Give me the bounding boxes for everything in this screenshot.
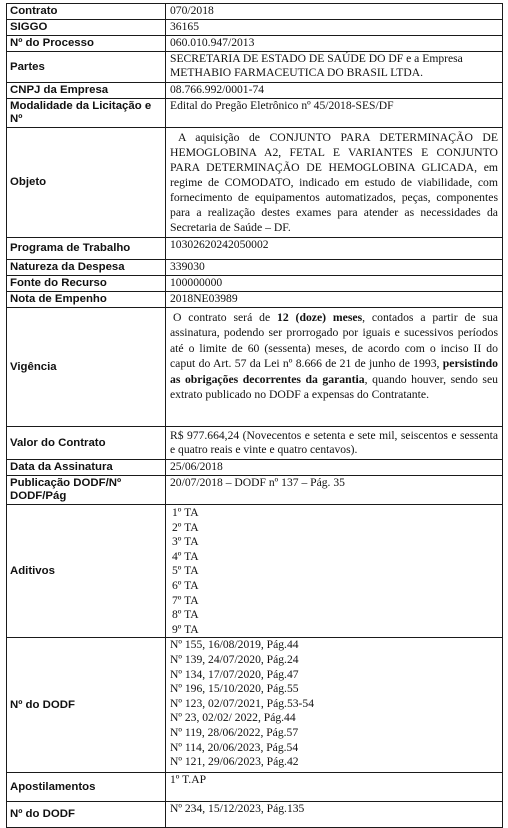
aditivo-item: 9º TA [172, 622, 199, 636]
label-programa: Programa de Trabalho [7, 238, 166, 260]
vigencia-text: , contados a partir de sua assinatura, podendo ser prorrogado por iguais e sucessivos períodos até o limite de 60 (sessenta) meses, de acordo com o inciso II do caput do Art. 57 da Lei nº 8.666 de 21 de junho de 1993, [170, 311, 498, 371]
aditivo-item: 3º TA [172, 535, 199, 549]
value-apostilamentos: 1º T.AP [166, 773, 503, 802]
value-dodf-apostilamento: Nº 234, 15/12/2023, Pág.135 [166, 802, 503, 828]
label-publicacao [7, 476, 166, 505]
row-aditivos [7, 505, 503, 638]
label-assinatura: Data da Assinatura [7, 460, 166, 476]
dodf-item: Nº 139, 24/07/2020, Pág.24 [170, 652, 299, 666]
label-valor: Valor do Contrato [7, 427, 166, 460]
aditivo-item: 4º TA [172, 549, 199, 563]
row-empenho [7, 292, 503, 308]
vigencia-text: O contrato será de [173, 311, 278, 324]
label-modalidade [7, 99, 166, 128]
aditivo-item: 6º TA [172, 578, 199, 592]
partes-line: METHABIO FARMACEUTICA DO BRASIL LTDA. [170, 66, 424, 79]
value-cnpj: 08.766.992/0001-74 [166, 83, 503, 99]
dodf-item: Nº 134, 17/07/2020, Pág.47 [170, 667, 299, 681]
modalidade-label-line: Nº [10, 113, 23, 125]
dodf-item: Nº 121, 29/06/2023, Pág.42 [170, 755, 299, 769]
label-vigencia: Vigência [7, 308, 166, 427]
dodf-item: Nº 123, 02/07/2021, Pág.53-54 [170, 696, 315, 710]
label-fonte: Fonte do Recurso [7, 276, 166, 292]
row-assinatura [7, 460, 503, 476]
row-fonte [7, 276, 503, 292]
label-cnpj: CNPJ da Empresa [7, 83, 166, 99]
row-dodf [7, 638, 503, 773]
objeto-text: A aquisição de CONJUNTO PARA DETERMINAÇÃO DE HEMOGLOBINA A2, FETAL E VARIANTES E CONJUNTO PARA DETERMINAÇÃO DE HEMOGLOBINA GLICADA, em regime de COMODATO, indicado em estudo de viabilidade, com fornecimento de equipamentos automatizados, peças, componentes para a realização destes exames para atender as necessidades da Secretaria de Saúde – DF. [170, 131, 498, 234]
dodf-item: Nº 119, 28/06/2022, Pág.57 [170, 725, 299, 739]
vigencia-duration: 12 (doze) meses [277, 311, 363, 324]
row-contrato [7, 4, 503, 20]
value-siggo: 36165 [166, 20, 503, 36]
publicacao-label-line: DODF/Pág [10, 490, 67, 502]
value-aditivos [166, 505, 503, 638]
label-dodf: Nº do DODF [7, 638, 166, 773]
label-partes: Partes [7, 52, 166, 83]
value-natureza: 339030 [166, 260, 503, 276]
aditivo-item: 5º TA [172, 564, 199, 578]
value-contrato: 070/2018 [166, 4, 503, 20]
value-modalidade: Edital do Pregão Eletrônico nº 45/2018-SES/DF [166, 99, 503, 128]
value-vigencia [166, 308, 503, 427]
row-cnpj [7, 83, 503, 99]
aditivo-item: 7º TA [172, 593, 199, 607]
label-apostilamentos: Apostilamentos [7, 773, 166, 802]
row-apostilamentos [7, 773, 503, 802]
label-contrato: Contrato [7, 4, 166, 20]
value-empenho: 2018NE03989 [166, 292, 503, 308]
row-dodf-apostilamento [7, 802, 503, 828]
label-siggo: SIGGO [7, 20, 166, 36]
row-vigencia [7, 308, 503, 427]
label-natureza: Natureza da Despesa [7, 260, 166, 276]
row-valor [7, 427, 503, 460]
label-aditivos: Aditivos [7, 505, 166, 638]
publicacao-label-line: Publicação DODF/Nº [10, 477, 122, 489]
value-valor: R$ 977.664,24 (Novecentos e setenta e sete mil, seiscentos e sessenta e quatro reais e vinte e quatro centavos). [166, 427, 503, 460]
value-fonte: 100000000 [166, 276, 503, 292]
aditivo-item: 1º TA [172, 506, 199, 519]
dodf-item: Nº 196, 15/10/2020, Pág.55 [170, 682, 299, 696]
row-publicacao [7, 476, 503, 505]
row-partes [7, 52, 503, 83]
row-objeto [7, 128, 503, 238]
row-programa [7, 238, 503, 260]
value-publicacao: 20/07/2018 – DODF nº 137 – Pág. 35 [166, 476, 503, 505]
row-siggo [7, 20, 503, 36]
value-processo: 060.010.947/2013 [166, 36, 503, 52]
dodf-item: Nº 114, 20/06/2023, Pág.54 [170, 740, 299, 754]
value-dodf [166, 638, 503, 773]
label-objeto: Objeto [7, 128, 166, 238]
contract-summary-table [6, 3, 503, 828]
row-processo [7, 36, 503, 52]
partes-line: SECRETARIA DE ESTADO DE SAÚDE DO DF e a Empresa [170, 52, 463, 65]
modalidade-label-line: Modalidade da Licitação e [10, 100, 152, 112]
label-processo: Nº do Processo [7, 36, 166, 52]
value-objeto [166, 128, 503, 238]
value-assinatura: 25/06/2018 [166, 460, 503, 476]
value-programa: 10302620242050002 [166, 238, 503, 260]
value-partes [166, 52, 503, 83]
aditivo-item: 8º TA [172, 608, 199, 622]
label-dodf-apostilamento: Nº do DODF [7, 802, 166, 828]
row-modalidade [7, 99, 503, 128]
label-empenho: Nota de Empenho [7, 292, 166, 308]
dodf-item: Nº 155, 16/08/2019, Pág.44 [170, 638, 299, 652]
row-natureza [7, 260, 503, 276]
aditivo-item: 2º TA [172, 520, 199, 534]
dodf-item: Nº 23, 02/02/ 2022, Pág.44 [170, 711, 296, 725]
vigencia-guarantee: persistindo as obrigações decorrentes da garantia [170, 357, 498, 386]
vigencia-text: , quando houver, sendo seu extrato publicado no DODF a expensas do Contratante. [170, 372, 498, 402]
